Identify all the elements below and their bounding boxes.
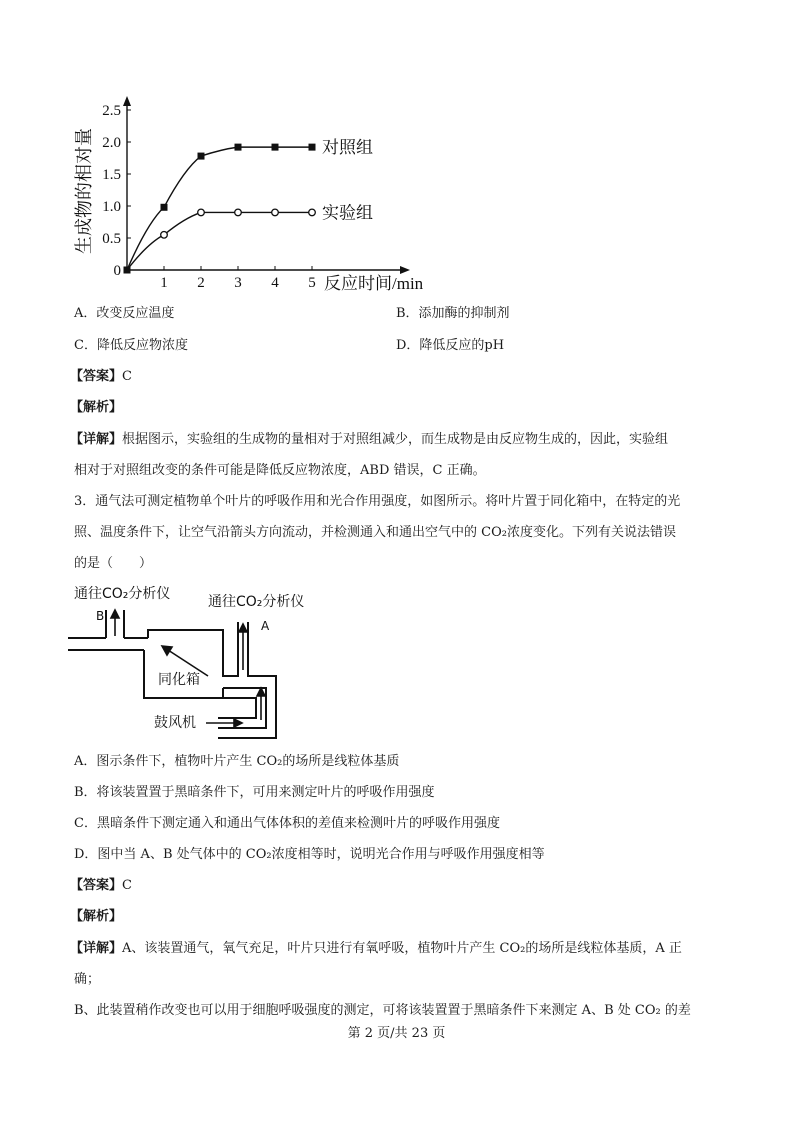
- q3-answer: [70, 876, 132, 896]
- q3-detail-line1: [70, 939, 682, 959]
- q3-analysis-tag: 【解析】: [70, 909, 123, 924]
- detail-tag: 【详解】: [70, 941, 123, 956]
- data-point-experiment: [235, 209, 242, 216]
- label-b: B: [96, 609, 105, 623]
- series-line-2: [127, 212, 312, 270]
- flow-arrows: [111, 610, 265, 727]
- detail-text: 根据图示，实验组的生成物的量相对于对照组减少，而生成物是由反应物生成的，因此，实验组: [122, 432, 669, 447]
- x-tick-label: 1: [160, 275, 168, 291]
- y-tick-label: 1.0: [102, 199, 121, 215]
- data-point-experiment: [198, 209, 205, 216]
- q3-option-c: C．黑暗条件下测定通入和通出气体体积的差值来检测叶片的呼吸作用强度: [74, 816, 500, 831]
- q2-option-a: A．改变反应温度: [74, 306, 175, 321]
- y-axis-arrow: [123, 96, 131, 106]
- y-tick-label: 1.5: [102, 167, 121, 183]
- y-axis-label: 生成物的相对量: [74, 128, 94, 254]
- detail-text: A、该装置通气，氧气充足，叶片只进行有氧呼吸，植物叶片产生 CO₂的场所是线粒体基质，A 正: [122, 941, 682, 956]
- q3-option-b: B．将该装置置于黑暗条件下，可用来测定叶片的呼吸作用强度: [74, 785, 435, 800]
- y-tick-label: 0.5: [102, 231, 121, 247]
- x-tick-label: 5: [308, 275, 316, 291]
- apparatus-diagram: [68, 580, 328, 740]
- data-point-control: [235, 144, 242, 151]
- q3-stem-line2: 照、温度条件下，让空气沿箭头方向流动，并检测通入和通出空气中的 CO₂浓度变化。下列有关说法错误: [74, 525, 676, 540]
- q3-detail-line3: B、此装置稍作改变也可以用于细胞呼吸强度的测定，可将该装置置于黑暗条件下来测定 A、B 处 CO₂ 的差: [74, 1003, 691, 1018]
- q3-stem-line3: 的是（ ）: [74, 556, 153, 571]
- x-axis-label: 反应时间/min: [324, 274, 424, 293]
- q2-detail-line2: 相对于对照组改变的条件可能是降低反应物浓度，ABD 错误，C 正确。: [74, 463, 486, 478]
- data-point-control: [161, 204, 168, 211]
- reaction-chart: [60, 92, 460, 302]
- y-tick-label: 0: [113, 263, 121, 279]
- q3-option-a: A．图示条件下，植物叶片产生 CO₂的场所是线粒体基质: [74, 754, 400, 769]
- data-point-experiment: [161, 232, 168, 239]
- answer-value: C: [122, 369, 132, 384]
- page-footer: 第 2 页/共 23 页: [347, 1026, 446, 1041]
- left-analyzer-label: 通往CO₂分析仪: [74, 586, 171, 602]
- series-label-1: 对照组: [322, 138, 373, 158]
- x-tick-label: 4: [271, 275, 279, 291]
- y-tick-label: 2.0: [102, 135, 121, 151]
- label-a: A: [261, 619, 270, 633]
- blower-label: 鼓风机: [154, 715, 196, 731]
- answer-tag: 【答案】: [70, 878, 123, 893]
- q3-option-d: D．图中当 A、B 处气体中的 CO₂浓度相等时，说明光合作用与呼吸作用强度相等: [74, 847, 545, 862]
- answer-value: C: [122, 878, 132, 893]
- data-point-experiment: [309, 209, 316, 216]
- series-line-1: [127, 147, 312, 270]
- q3-detail-line2: 确；: [74, 972, 101, 987]
- box-label: 同化箱: [158, 672, 200, 688]
- q2-analysis-tag: 【解析】: [70, 400, 123, 415]
- q2-option-d: D．降低反应的pH: [396, 338, 505, 353]
- x-axis-arrow: [400, 266, 410, 274]
- data-point-control: [272, 144, 279, 151]
- q2-option-b: B．添加酶的抑制剂: [396, 306, 510, 321]
- q2-answer: [70, 367, 132, 387]
- q2-detail-line1: [70, 430, 668, 450]
- x-tick-label: 3: [234, 275, 242, 291]
- q2-option-c: C．降低反应物浓度: [74, 338, 188, 353]
- data-point-experiment: [272, 209, 279, 216]
- q3-stem-line1: 3．通气法可测定植物单个叶片的呼吸作用和光合作用强度，如图所示。将叶片置于同化箱中，在特定的光: [74, 494, 681, 509]
- x-tick-label: 2: [197, 275, 205, 291]
- series-label-2: 实验组: [322, 203, 373, 223]
- answer-tag: 【答案】: [70, 369, 123, 384]
- y-tick-label: 2.5: [102, 103, 121, 119]
- data-point-control: [198, 153, 205, 160]
- data-point-control: [309, 144, 316, 151]
- right-analyzer-label: 通往CO₂分析仪: [208, 594, 305, 610]
- origin-point: [124, 267, 131, 274]
- detail-tag: 【详解】: [70, 432, 123, 447]
